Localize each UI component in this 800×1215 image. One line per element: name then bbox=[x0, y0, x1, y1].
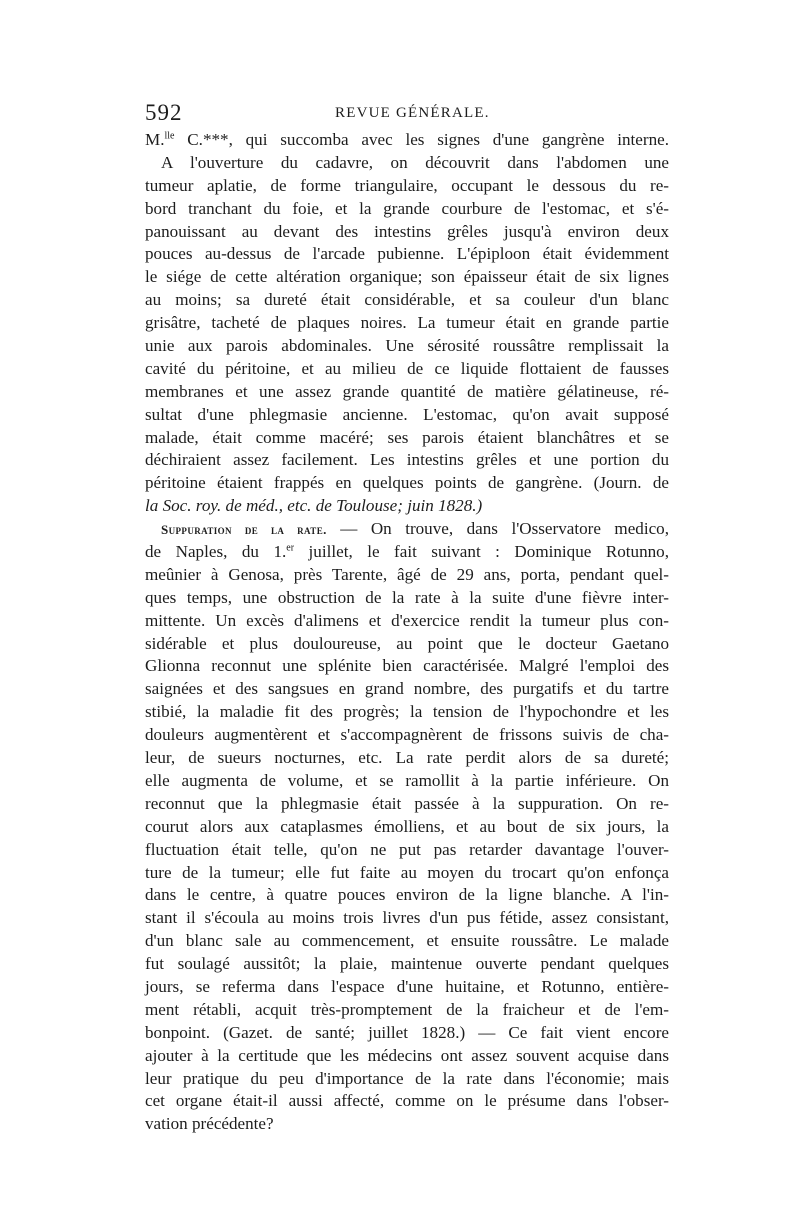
text-line: fut soulagé aussitôt; la plaie, maintenue ouverte pendant quelques bbox=[145, 954, 669, 974]
text-line: sultat d'une phlegmasie ancienne. L'estomac, qu'on avait supposé bbox=[145, 404, 669, 424]
page-number: 592 bbox=[145, 100, 183, 125]
text-line: d'un blanc sale au commencement, et ensuite roussâtre. Le malade bbox=[145, 931, 669, 951]
text-line: ture de la tumeur; elle fut faite au moyen du trocart qu'on enfonça bbox=[145, 862, 669, 882]
text-line: ques temps, une obstruction de la rate à la suite d'une fièvre inter- bbox=[145, 587, 669, 607]
body-text bbox=[145, 129, 669, 1136]
text-line: stibié, la maladie fit des progrès; la tension de l'hypochondre et les bbox=[145, 702, 669, 722]
text-line: la Soc. roy. de méd., etc. de Toulouse; juin 1828.) bbox=[145, 496, 483, 516]
text-line: reconnut que la phlegmasie était passée à la suppuration. On re- bbox=[145, 793, 669, 813]
text-line: Suppuration de la rate. — On trouve, dans l'Osservatore medico, bbox=[161, 519, 669, 539]
text-line: au moins; sa dureté était considérable, et sa couleur d'un blanc bbox=[145, 290, 669, 310]
text-line: stant il s'écoula au moins trois livres d'un pus fétide, assez consistant, bbox=[145, 908, 669, 928]
text-line: leur pratique du peu d'importance de la rate dans l'économie; mais bbox=[145, 1068, 669, 1088]
running-head: REVUE GÉNÉRALE. bbox=[335, 105, 490, 121]
text-line: fluctuation était telle, qu'on ne put pas retarder davantage l'ouver- bbox=[145, 839, 669, 859]
text-line: cet organe était-il aussi affecté, comme on le présume dans l'obser- bbox=[145, 1091, 669, 1111]
text-line: pouces au-dessus de l'arcade pubienne. L'épiploon était évidemment bbox=[145, 244, 669, 264]
text-line: jours, se referma dans l'espace d'une huitaine, et Rotunno, entière- bbox=[145, 976, 669, 996]
text-line: douleurs augmentèrent et s'accompagnèrent de frissons suivis de cha- bbox=[145, 725, 669, 745]
text-line: ajouter à la certitude que les médecins ont assez souvent acquise dans bbox=[145, 1045, 669, 1065]
text-line: meûnier à Genosa, près Tarente, âgé de 29 ans, porta, pendant quel- bbox=[145, 564, 669, 584]
text-line: tumeur aplatie, de forme triangulaire, occupant le dessous du re- bbox=[145, 175, 669, 195]
text-line: membranes et une assez grande quantité de matière gélatineuse, ré- bbox=[145, 381, 669, 401]
text-line: mittente. Un excès d'alimens et d'exercice rendit la tumeur plus con- bbox=[145, 610, 669, 630]
text-line: courut alors aux cataplasmes émolliens, et au bout de six jours, la bbox=[145, 816, 669, 836]
text-line: malade, était comme macéré; ses parois étaient blanchâtres et se bbox=[145, 427, 669, 447]
text-line: bord tranchant du foie, et la grande courbure de l'estomac, et s'é- bbox=[145, 198, 669, 218]
text-line: déchiraient assez facilement. Les intestins grêles et une portion du bbox=[145, 450, 669, 470]
text-line: péritoine étaient frappés en quelques points de gangrène. (Journ. de bbox=[145, 473, 669, 493]
text-line: Glionna reconnut une splénite bien caractérisée. Malgré l'emploi des bbox=[145, 656, 669, 676]
text-line: ment rétabli, acquit très-promptement de la fraicheur et de l'em- bbox=[145, 999, 669, 1019]
text-line: leur, de sueurs nocturnes, etc. La rate perdit alors de sa dureté; bbox=[145, 748, 669, 768]
text-line: grisâtre, tacheté de plaques noires. La tumeur était en grande partie bbox=[145, 313, 669, 333]
text-line: unie aux parois abdominales. Une sérosité roussâtre remplissait la bbox=[145, 336, 669, 356]
text-line: M.$^{lle}$ C.***, qui succomba avec les signes d'une gangrène interne. bbox=[145, 130, 669, 149]
text-line: sidérable et plus douloureuse, au point que le docteur Gaetano bbox=[145, 633, 669, 653]
page-header bbox=[145, 100, 670, 126]
text-line: A l'ouverture du cadavre, on découvrit dans l'abdomen une bbox=[161, 152, 669, 172]
text-line: bonpoint. (Gazet. de santé; juillet 1828.) — Ce fait vient encore bbox=[145, 1022, 669, 1042]
text-line: panouissant au devant des intestins grêles jusqu'à environ deux bbox=[145, 221, 669, 241]
text-line: dans le centre, à quatre pouces environ de la ligne blanche. A l'in- bbox=[145, 885, 669, 905]
text-line: cavité du péritoine, et au milieu de ce liquide flottaient de fausses bbox=[145, 358, 669, 378]
text-line: saignées et des sangsues en grand nombre, des purgatifs et du tartre bbox=[145, 679, 669, 699]
section-heading: Suppuration de la rate. bbox=[161, 522, 327, 538]
text-line: elle augmenta de volume, et se ramollit à la partie inférieure. On bbox=[145, 770, 669, 790]
text-line: de Naples, du 1.$^{er}$ juillet, le fait suivant : Dominique Rotunno, bbox=[145, 542, 669, 562]
text-line: vation précédente? bbox=[145, 1114, 274, 1134]
text-line: le siége de cette altération organique; son épaisseur était de six lignes bbox=[145, 267, 669, 287]
